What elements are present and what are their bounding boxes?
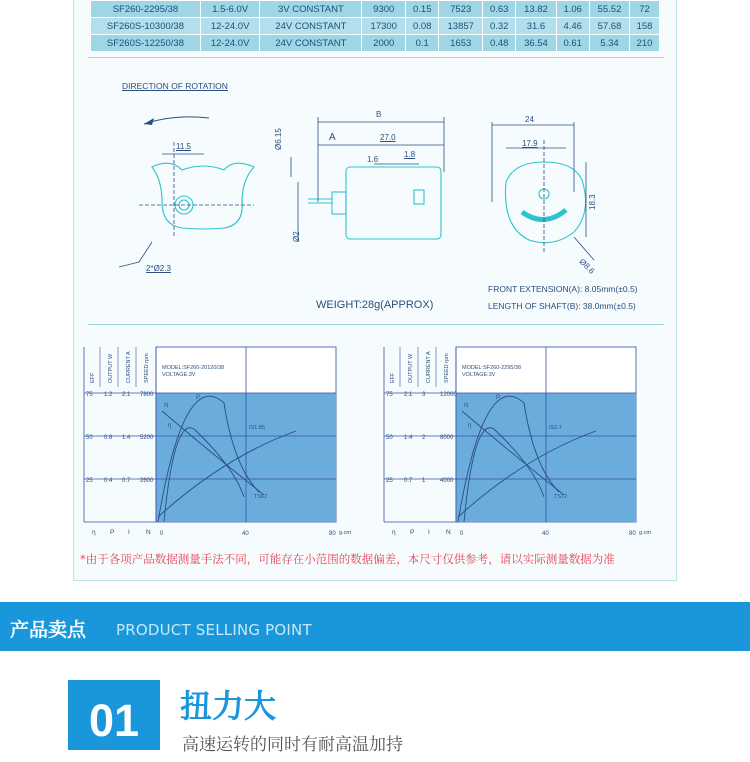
dim-1-8: 1.8: [404, 150, 416, 159]
dim-a: A: [329, 132, 336, 143]
axis-value: 2600: [140, 478, 154, 484]
axis-value: 0.7: [404, 478, 413, 484]
disclaimer-note: *由于各项产品数据测量手法不同，可能存在小范围的数据偏差，本尺寸仅供参考，请以实际测量数据为准: [80, 552, 615, 566]
section-header: [0, 602, 750, 651]
dim-24: 24: [525, 115, 534, 124]
dim-2-holes: 2*Ø2.3: [146, 264, 171, 273]
x-unit: g.cm: [639, 530, 651, 536]
axis-value: 50: [386, 435, 393, 441]
spec-cell: 158: [630, 18, 660, 35]
axis-value: 12000: [440, 392, 457, 398]
label-stall-current: IS1.85: [249, 425, 265, 431]
spec-table: [90, 0, 660, 52]
label-speed: N: [164, 403, 169, 409]
section-title-en: PRODUCT SELLING POINT: [116, 621, 312, 639]
axis-header: EFF: [390, 372, 396, 383]
front-view-right: [505, 162, 585, 243]
axis-value: 75: [86, 392, 93, 398]
chart-model: MODEL:SF260-2295/38: [462, 365, 522, 371]
axis-value: 3: [422, 392, 426, 398]
label-stall-torque: TS62: [254, 494, 268, 500]
axis-header: CURRENT A: [126, 351, 132, 383]
shaft-length: LENGTH OF SHAFT(B): 38.0mm(±0.5): [488, 301, 636, 311]
axis-foot: P: [110, 529, 115, 536]
spec-cell: SF260S-10300/38: [91, 18, 201, 35]
spec-row: [91, 18, 660, 35]
spec-cell: 0.61: [556, 35, 589, 52]
spec-cell: 13857: [439, 18, 483, 35]
axis-value: 2.1: [122, 392, 131, 398]
front-view-left: [152, 163, 254, 229]
weight-label: WEIGHT:28g(APPROX): [316, 299, 434, 311]
motor-drawing: [74, 62, 678, 324]
rotation-arrow: [144, 117, 209, 124]
chart-model: MODEL:SF260-20120/38: [162, 365, 225, 371]
dim-1-6: 1.6: [367, 155, 379, 164]
axis-value: 1.4: [404, 435, 413, 441]
axis-value: 1.4: [122, 435, 131, 441]
axis-value: 25: [86, 478, 93, 484]
performance-chart-1: [84, 347, 351, 542]
performance-chart-2: [384, 347, 651, 542]
spec-cell: SF260-2295/38: [91, 1, 201, 18]
axis-header: SPEED rpm: [144, 353, 150, 383]
front-extension: FRONT EXTENSION(A): 8.05mm(±0.5): [488, 284, 638, 294]
axis-foot: I: [428, 529, 430, 536]
side-view: [308, 167, 441, 239]
axis-value: 75: [386, 392, 393, 398]
dim-11-5: 11.5: [176, 142, 191, 151]
axis-value: 1: [422, 478, 426, 484]
axis-foot: η: [392, 529, 396, 536]
axis-value: 7800: [140, 392, 154, 398]
x-tick: 80: [329, 531, 336, 537]
x-tick: 0: [160, 531, 164, 537]
spec-cell: 5.34: [589, 35, 629, 52]
axis-value: 25: [386, 478, 393, 484]
axis-value: 8000: [440, 435, 454, 441]
dim-27: 27.0: [380, 133, 396, 142]
axis-foot: η: [92, 529, 96, 536]
spec-cell: 9300: [362, 1, 406, 18]
axis-header: SPEED rpm: [444, 353, 450, 383]
spec-cell: 0.48: [483, 35, 516, 52]
spec-cell: 36.54: [516, 35, 556, 52]
rotation-title: DIRECTION OF ROTATION: [122, 81, 228, 91]
axis-foot: N: [446, 529, 451, 536]
spec-cell: 1.5-6.0V: [200, 1, 260, 18]
axis-value: 5200: [140, 435, 154, 441]
spec-cell: 0.08: [406, 18, 439, 35]
spec-cell: 12-24.0V: [200, 35, 260, 52]
spec-cell: 0.15: [406, 1, 439, 18]
label-speed: N: [464, 403, 469, 409]
label-efficiency: η: [468, 423, 472, 429]
axis-header: CURRENT A: [426, 351, 432, 383]
axis-value: 0.4: [104, 478, 113, 484]
spec-cell: 7523: [439, 1, 483, 18]
spec-cell: 24V CONSTANT: [260, 35, 362, 52]
spec-cell: 24V CONSTANT: [260, 18, 362, 35]
axis-value: 0.8: [104, 435, 113, 441]
section-title-cn: 产品卖点: [10, 619, 87, 641]
dim-d8-6: Ø8.6: [577, 257, 597, 276]
label-stall-current: IS2.7: [549, 425, 562, 431]
axis-header: OUTPUT W: [408, 353, 414, 383]
label-power: P: [496, 395, 501, 401]
spec-cell: 17300: [362, 18, 406, 35]
spec-row: [91, 1, 660, 18]
datasheet-panel: [73, 0, 677, 581]
x-tick: 40: [542, 531, 549, 537]
x-tick: 0: [460, 531, 464, 537]
axis-value: 2.1: [404, 392, 413, 398]
dim-d2: Ø2: [292, 231, 301, 242]
spec-row: [91, 35, 660, 52]
spec-cell: 72: [630, 1, 660, 18]
spec-cell: 13.82: [516, 1, 556, 18]
divider-mid: [88, 324, 664, 325]
label-stall-torque: TS72: [554, 494, 568, 500]
divider-top: [88, 57, 664, 58]
chart-voltage: VOLTAGE:3V: [162, 372, 196, 378]
spec-cell: 12-24.0V: [200, 18, 260, 35]
label-efficiency: η: [168, 423, 172, 429]
dim-17-9: 17.9: [522, 139, 538, 148]
axis-value: 1.2: [104, 392, 113, 398]
dim-b: B: [376, 110, 382, 119]
axis-value: 4000: [440, 478, 454, 484]
axis-value: 50: [86, 435, 93, 441]
axis-header: EFF: [90, 372, 96, 383]
axis-header: OUTPUT W: [108, 353, 114, 383]
rotation-arrow-head: [144, 118, 154, 125]
x-tick: 80: [629, 531, 636, 537]
spec-cell: 3V CONSTANT: [260, 1, 362, 18]
axis-value: 0.7: [122, 478, 131, 484]
axis-value: 2: [422, 435, 426, 441]
chart-voltage: VOLTAGE:3V: [462, 372, 496, 378]
selling-point-title: 扭力大: [180, 687, 277, 725]
spec-cell: 55.52: [589, 1, 629, 18]
spec-cell: 1653: [439, 35, 483, 52]
spec-cell: 31.6: [516, 18, 556, 35]
spec-cell: 57.68: [589, 18, 629, 35]
spec-cell: 2000: [362, 35, 406, 52]
label-power: P: [196, 395, 201, 401]
axis-foot: I: [128, 529, 130, 536]
spec-cell: SF260S-12250/38: [91, 35, 201, 52]
spec-cell: 1.06: [556, 1, 589, 18]
dim-18-3: 18.3: [588, 194, 597, 210]
selling-point-subtitle: 高速运转的同时有耐高温加持: [182, 735, 403, 755]
chart-svg: [84, 347, 351, 542]
chart-svg: [384, 347, 651, 542]
x-tick: 40: [242, 531, 249, 537]
selling-point-number: 01: [68, 680, 160, 750]
spec-cell: 4.46: [556, 18, 589, 35]
spec-cell: 0.63: [483, 1, 516, 18]
spec-cell: 210: [630, 35, 660, 52]
spec-cell: 0.32: [483, 18, 516, 35]
spec-cell: 0.1: [406, 35, 439, 52]
axis-foot: P: [410, 529, 415, 536]
axis-foot: N: [146, 529, 151, 536]
dim-d6-15: Ø6.15: [274, 128, 283, 150]
x-unit: g.cm: [339, 530, 351, 536]
